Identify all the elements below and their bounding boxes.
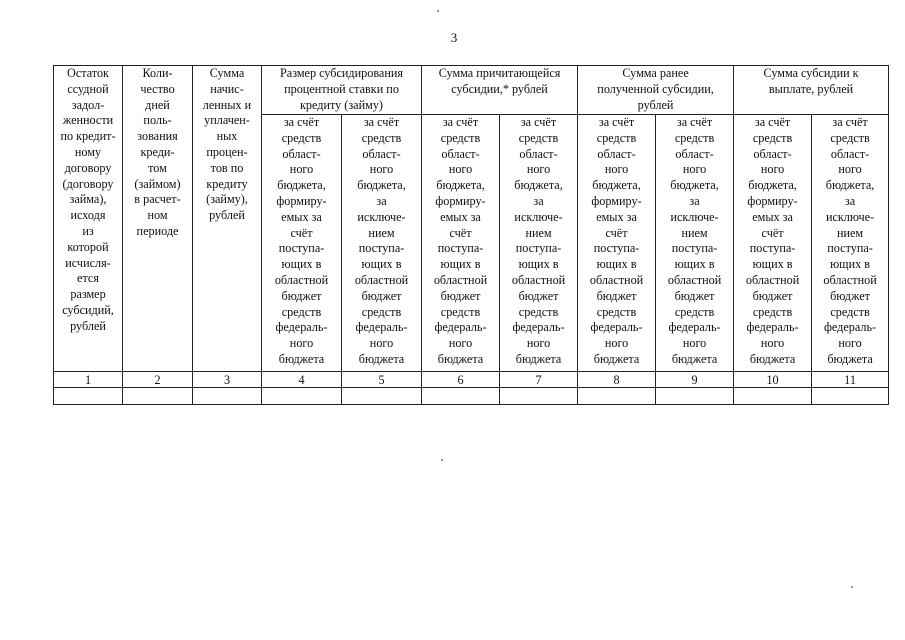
subheader-regional-share: за счёт средств област- ного бюджета, за исключе- нием поступа- ющих в областной бюджет средств федераль- ного бюджета (812, 115, 889, 372)
column-number: 11 (812, 372, 889, 388)
column-number: 3 (193, 372, 262, 388)
subheader-federal-share: за счёт средств област- ного бюджета, формиру- емых за счёт поступа- ющих в областной бюджет средств федераль- ного бюджета (422, 115, 500, 372)
empty-cell (342, 388, 422, 405)
column-number: 9 (656, 372, 734, 388)
page-number: 3 (450, 30, 458, 45)
subheader-regional-share: за счёт средств област- ного бюджета, за исключе- нием поступа- ющих в областной бюджет средств федераль- ного бюджета (500, 115, 578, 372)
header-interest-sum: Сумма начис- ленных и уплачен- ных процен- тов по кредиту (займу), рублей (193, 66, 262, 372)
empty-cell (54, 388, 123, 405)
header-days-count: Коли- чество дней поль- зования креди- том (займом) в расчет- ном периоде (123, 66, 193, 372)
column-number: 7 (500, 372, 578, 388)
subheader-federal-share: за счёт средств област- ного бюджета, формиру- емых за счёт поступа- ющих в областной бюджет средств федераль- ного бюджета (262, 115, 342, 372)
empty-cell (656, 388, 734, 405)
column-number-row (54, 372, 889, 388)
empty-cell (422, 388, 500, 405)
subheader-regional-share: за счёт средств област- ного бюджета, за исключе- нием поступа- ющих в областной бюджет средств федераль- ного бюджета (656, 115, 734, 372)
empty-data-row (54, 388, 889, 405)
scan-speck (437, 10, 439, 12)
subheader-federal-share: за счёт средств област- ного бюджета, формиру- емых за счёт поступа- ющих в областной бюджет средств федераль- ного бюджета (578, 115, 656, 372)
group-header-due-subsidy: Сумма причитающейся субсидии,* рублей (422, 66, 578, 115)
scan-speck (441, 459, 443, 461)
subheader-regional-share: за счёт средств област- ного бюджета, за исключе- нием поступа- ющих в областной бюджет средств федераль- ного бюджета (342, 115, 422, 372)
group-header-previous-subsidy: Сумма ранее полученной субсидии, рублей (578, 66, 734, 115)
scan-speck (851, 586, 853, 588)
header-loan-balance: Остаток ссудной задол- женности по кредит- ному договору (договору займа), исходя из которой исчисля- ется размер субсидий, рублей (54, 66, 123, 372)
group-header-rate-subsidy: Размер субсидирования процентной ставки по кредиту (займу) (262, 66, 422, 115)
subsidy-table (53, 65, 889, 405)
column-number: 8 (578, 372, 656, 388)
group-header-payable-subsidy: Сумма субсидии к выплате, рублей (734, 66, 889, 115)
empty-cell (262, 388, 342, 405)
empty-cell (812, 388, 889, 405)
column-number: 1 (54, 372, 123, 388)
column-number: 4 (262, 372, 342, 388)
empty-cell (193, 388, 262, 405)
empty-cell (578, 388, 656, 405)
empty-cell (500, 388, 578, 405)
subheader-federal-share: за счёт средств област- ного бюджета, формиру- емых за счёт поступа- ющих в областной бюджет средств федераль- ного бюджета (734, 115, 812, 372)
empty-cell (734, 388, 812, 405)
column-number: 5 (342, 372, 422, 388)
column-number: 6 (422, 372, 500, 388)
empty-cell (123, 388, 193, 405)
column-number: 2 (123, 372, 193, 388)
column-number: 10 (734, 372, 812, 388)
